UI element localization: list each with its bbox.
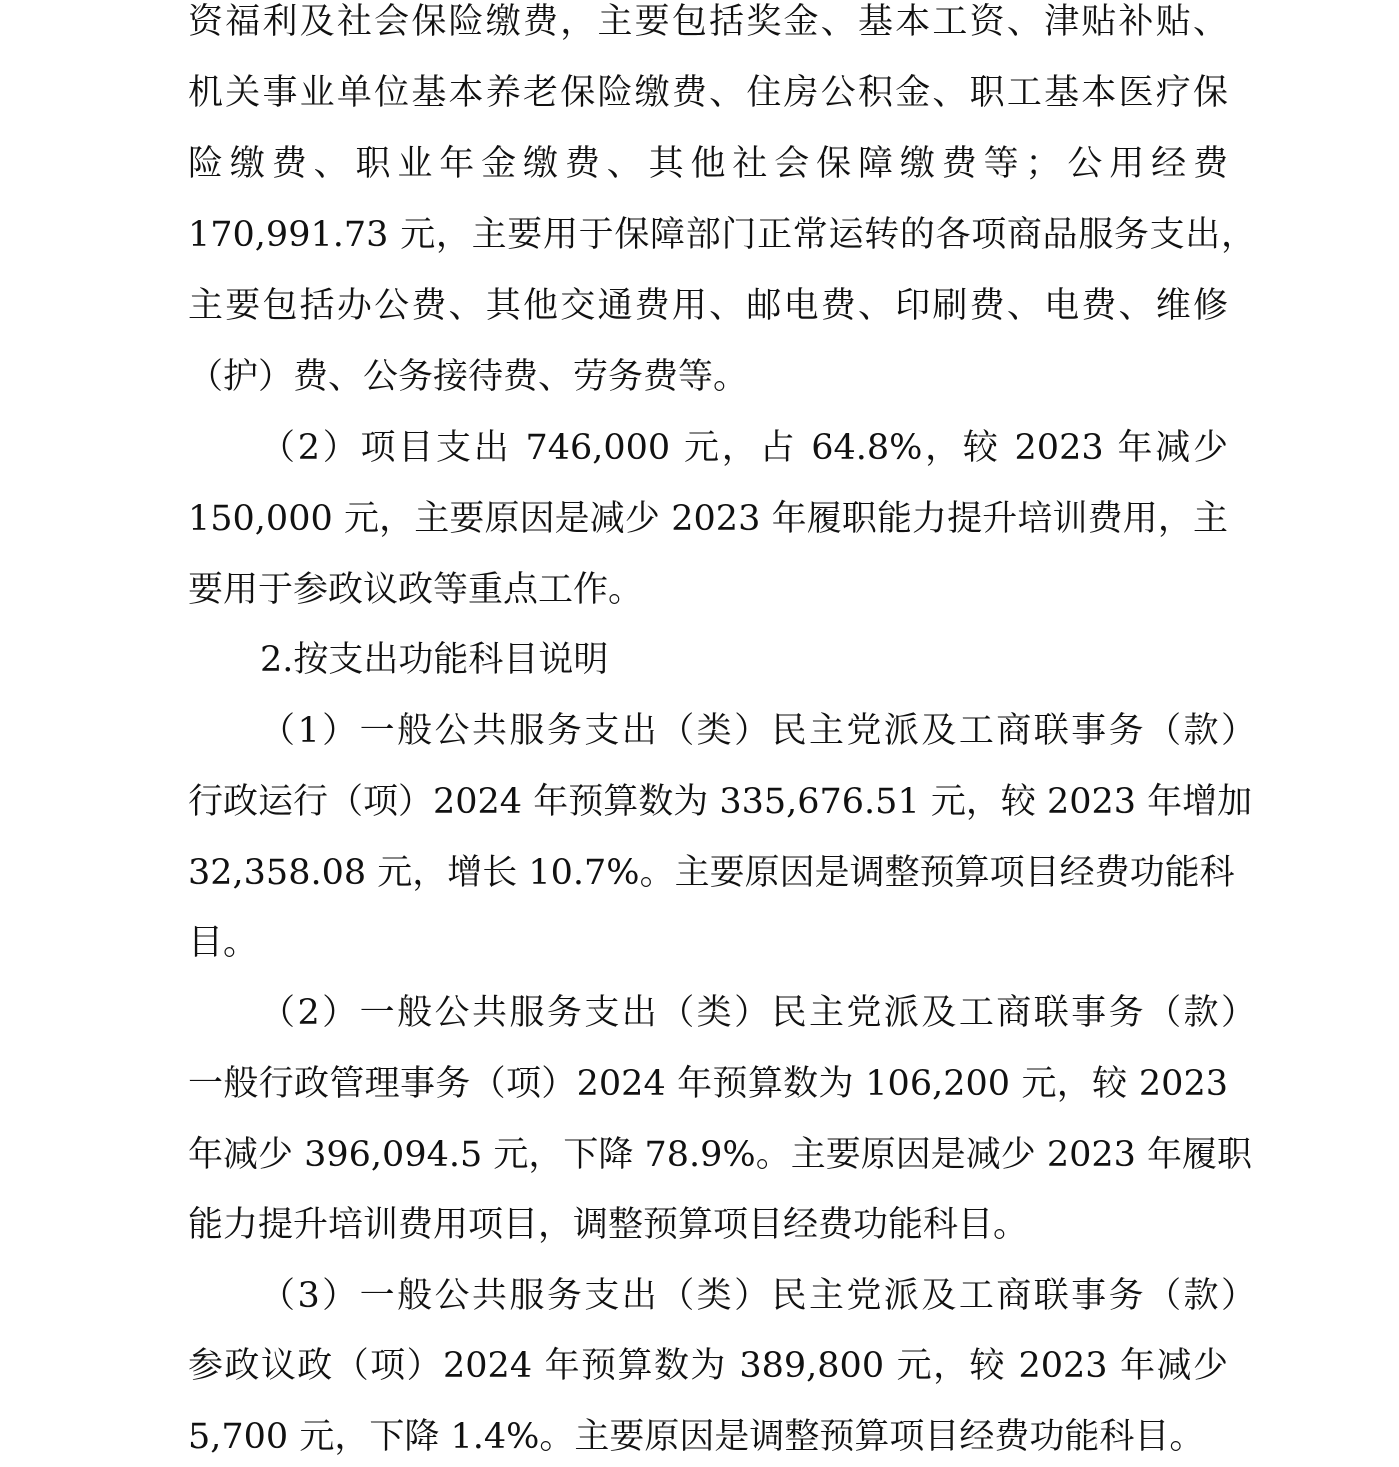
text-line: 行政运行（项）2024 年预算数为 335,676.51 元，较 2023 年增加	[188, 782, 1253, 822]
text-line: 资福利及社会保险缴费，主要包括奖金、基本工资、津贴补贴、	[188, 2, 1228, 42]
text-line: 参政议政（项）2024 年预算数为 389,800 元，较 2023 年减少	[188, 1346, 1228, 1386]
text-line: 年减少 396,094.5 元，下降 78.9%。主要原因是减少 2023 年履职	[188, 1135, 1253, 1175]
text-line: 150,000 元，主要原因是减少 2023 年履职能力提升培训费用，主	[188, 499, 1228, 539]
text-line: （2）项目支出 746,000 元，占 64.8%，较 2023 年减少	[260, 428, 1228, 468]
text-line: （1）一般公共服务支出（类）民主党派及工商联事务（款）	[260, 711, 1256, 751]
text-line: 170,991.73 元，主要用于保障部门正常运转的各项商品服务支出，	[188, 215, 1256, 255]
text-line: 能力提升培训费用项目，调整预算项目经费功能科目。	[188, 1205, 1029, 1245]
text-line: 要用于参政议政等重点工作。	[188, 570, 644, 610]
text-line: 一般行政管理事务（项）2024 年预算数为 106,200 元，较 2023	[188, 1064, 1228, 1104]
text-line: 5,700 元，下降 1.4%。主要原因是调整预算项目经费功能科目。	[188, 1417, 1205, 1457]
section-heading: 2.按支出功能科目说明	[260, 640, 609, 680]
text-line: （2）一般公共服务支出（类）民主党派及工商联事务（款）	[260, 993, 1256, 1033]
text-line: 主要包括办公费、其他交通费用、邮电费、印刷费、电费、维修	[188, 286, 1228, 326]
text-line: 险缴费、职业年金缴费、其他社会保障缴费等；公用经费	[188, 144, 1228, 184]
text-line: （3）一般公共服务支出（类）民主党派及工商联事务（款）	[260, 1276, 1256, 1316]
text-line: 32,358.08 元，增长 10.7%。主要原因是调整预算项目经费功能科	[188, 853, 1235, 893]
text-line: 机关事业单位基本养老保险缴费、住房公积金、职工基本医疗保	[188, 73, 1228, 113]
text-line: （护）费、公务接待费、劳务费等。	[188, 357, 749, 397]
text-line: 目。	[188, 923, 259, 963]
